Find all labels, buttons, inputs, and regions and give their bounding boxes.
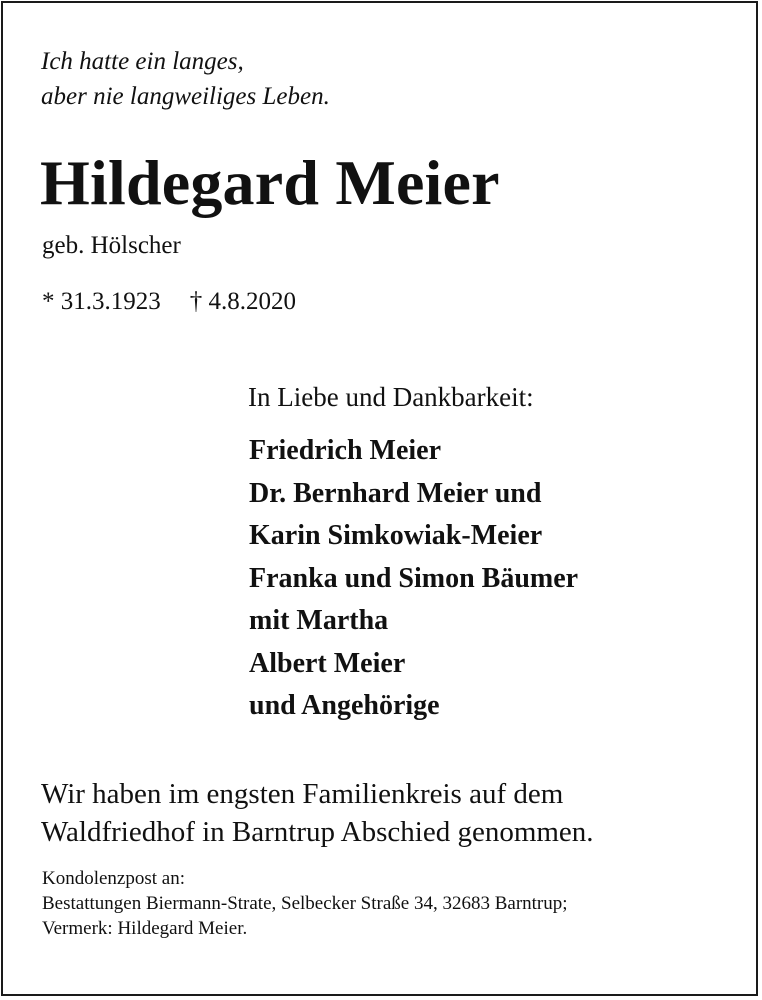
birth-name: geb. Hölscher	[42, 232, 181, 259]
condolence-recipient: Bestattungen Biermann-Strate, Selbecker Straße 34, 32683 Barntrup;	[42, 893, 568, 914]
funeral-notice	[41, 775, 594, 851]
condolence-label: Kondolenzpost an:	[42, 868, 186, 889]
quote-line-2: aber nie langweiliges Leben.	[41, 83, 330, 110]
mourner-item: Franka und Simon Bäumer	[249, 562, 579, 594]
mourner-item: Friedrich Meier	[249, 435, 442, 466]
condolence-address	[42, 866, 568, 941]
quote-line-1: Ich hatte ein langes,	[41, 48, 244, 75]
birth-date: * 31.3.1923	[42, 288, 161, 315]
mourner-item: mit Martha	[249, 605, 389, 636]
mourner-item: Karin Simkowiak-Meier	[249, 520, 543, 551]
death-date: † 4.8.2020	[189, 288, 296, 315]
life-dates	[42, 285, 296, 319]
notice-line-1: Wir haben im engsten Familienkreis auf dem	[41, 778, 564, 810]
mourner-item: und Angehörige	[249, 690, 440, 721]
obituary-quote	[41, 44, 330, 114]
thanks-heading: In Liebe und Dankbarkeit:	[248, 382, 534, 412]
notice-line-2: Waldfriedhof in Barntrup Abschied genommen.	[41, 816, 594, 848]
mourner-item: Albert Meier	[249, 647, 406, 679]
condolence-note: Vermerk: Hildegard Meier.	[42, 918, 248, 939]
mourner-item: Dr. Bernhard Meier und	[249, 477, 542, 509]
mourners-list	[249, 430, 578, 728]
deceased-name: Hildegard Meier	[40, 147, 500, 218]
